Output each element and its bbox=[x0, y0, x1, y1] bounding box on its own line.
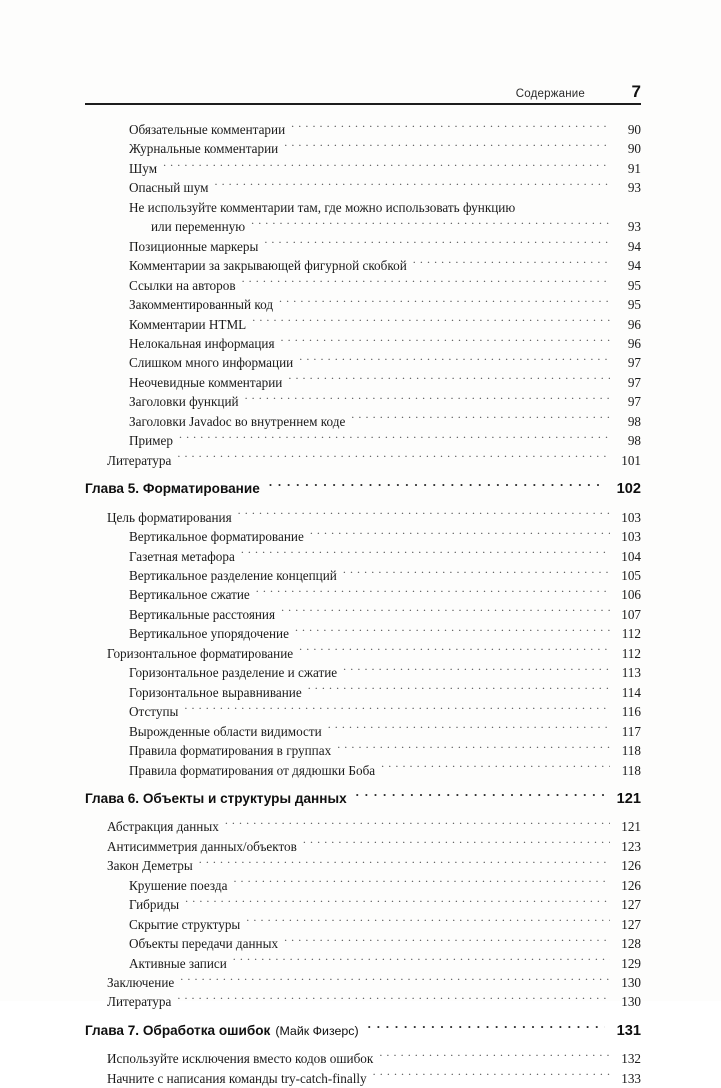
toc-dot-leader bbox=[177, 993, 610, 1006]
toc-entry-row[interactable] bbox=[85, 605, 641, 624]
toc-entry-title: Вертикальное сжатие bbox=[129, 587, 250, 603]
toc-entry-row[interactable] bbox=[85, 837, 641, 856]
toc-entry-page-number: 113 bbox=[621, 665, 641, 681]
toc-entry-title: Крушение поезда bbox=[129, 877, 228, 893]
toc-entry-row[interactable] bbox=[85, 508, 641, 527]
toc-entry-row[interactable] bbox=[85, 547, 641, 566]
toc-entry-page-number: 126 bbox=[621, 858, 641, 874]
toc-entry-row[interactable] bbox=[85, 876, 641, 895]
toc-dot-leader bbox=[303, 838, 610, 851]
toc-entry-row[interactable] bbox=[85, 256, 641, 275]
toc-entry-row[interactable] bbox=[85, 120, 641, 139]
toc-entry-title: Нелокальная информация bbox=[129, 335, 275, 351]
toc-entry-page-number: 130 bbox=[621, 994, 641, 1010]
toc-entry-row[interactable] bbox=[85, 663, 641, 682]
toc-entry-page-number: 90 bbox=[627, 141, 641, 157]
toc-chapter-title: Глава 6. Объекты и структуры данных bbox=[85, 790, 347, 806]
toc-entry-row[interactable] bbox=[85, 139, 641, 158]
toc-dot-leader bbox=[199, 857, 610, 870]
table-of-contents bbox=[85, 120, 641, 1088]
toc-dot-leader bbox=[251, 218, 610, 231]
toc-entry-title: Вертикальное разделение концепций bbox=[129, 567, 337, 583]
toc-entry-row[interactable] bbox=[85, 178, 641, 197]
toc-entry-row[interactable] bbox=[85, 334, 641, 353]
toc-entry-title: Объекты передачи данных bbox=[129, 936, 279, 952]
toc-entry-page-number: 123 bbox=[621, 838, 641, 854]
toc-entry-page-number: 105 bbox=[621, 567, 641, 583]
toc-entry-title: Скрытие структуры bbox=[129, 916, 241, 932]
toc-dot-leader bbox=[368, 1021, 605, 1035]
toc-entry-row[interactable] bbox=[85, 217, 641, 236]
toc-entry-row[interactable] bbox=[85, 702, 641, 721]
toc-entry-row[interactable] bbox=[85, 412, 641, 431]
toc-dot-leader bbox=[180, 974, 610, 987]
header-rule bbox=[85, 103, 641, 105]
toc-entry-row[interactable] bbox=[85, 817, 641, 836]
toc-entry-title: Вырожденные области видимости bbox=[129, 723, 322, 739]
toc-entry-title: Комментарии за закрывающей фигурной скобкой bbox=[129, 258, 407, 274]
toc-dot-leader bbox=[245, 393, 610, 406]
toc-entry-page-number: 118 bbox=[621, 762, 641, 778]
toc-entry-title: Вертикальное форматирование bbox=[129, 529, 304, 545]
toc-entry-page-number: 126 bbox=[621, 877, 641, 893]
toc-entry-row[interactable] bbox=[85, 392, 641, 411]
toc-entry-title: Опасный шум bbox=[129, 180, 209, 196]
toc-dot-leader bbox=[281, 606, 610, 619]
toc-entry-page-number: 133 bbox=[621, 1070, 641, 1086]
toc-entry-page-number: 130 bbox=[621, 975, 641, 991]
toc-dot-leader bbox=[356, 789, 605, 803]
toc-dot-leader bbox=[299, 354, 610, 367]
toc-dot-leader bbox=[413, 257, 610, 270]
toc-entry-title: Гибриды bbox=[129, 897, 180, 913]
toc-entry-title: Используйте исключения вместо кодов ошибок bbox=[107, 1051, 374, 1067]
toc-entry-title: Комментарии HTML bbox=[129, 316, 247, 332]
toc-entry-title: или переменную bbox=[151, 219, 246, 235]
toc-entry-row[interactable] bbox=[85, 683, 641, 702]
toc-entry-title: Пример bbox=[129, 433, 173, 449]
toc-entry-page-number: 112 bbox=[621, 626, 641, 642]
toc-entry-page-number: 116 bbox=[621, 704, 641, 720]
toc-entry-page-number: 94 bbox=[627, 258, 641, 274]
toc-entry-row[interactable] bbox=[85, 895, 641, 914]
toc-entry-title: Вертикальные расстояния bbox=[129, 606, 276, 622]
toc-entry-row[interactable] bbox=[85, 644, 641, 663]
toc-chapter-title: Глава 7. Обработка ошибок bbox=[85, 1022, 271, 1038]
toc-chapter-row[interactable] bbox=[85, 1021, 641, 1041]
toc-entry-title: Обязательные комментарии bbox=[129, 122, 286, 137]
toc-entry-title: Горизонтальное форматирование bbox=[107, 645, 294, 661]
toc-dot-leader bbox=[246, 915, 610, 928]
toc-entry-page-number: 127 bbox=[621, 897, 641, 913]
toc-entry-title: Закон Деметры bbox=[107, 858, 193, 874]
toc-entry-title: Активные записи bbox=[129, 955, 227, 971]
toc-entry-page-number: 103 bbox=[621, 509, 641, 525]
toc-entry-page-number: 104 bbox=[621, 548, 641, 564]
toc-dot-leader bbox=[233, 877, 610, 890]
toc-entry-row[interactable] bbox=[85, 856, 641, 875]
toc-entry-page-number: 103 bbox=[621, 529, 641, 545]
toc-dot-leader bbox=[184, 703, 610, 716]
toc-entry-title: Литература bbox=[107, 452, 172, 468]
toc-dot-leader bbox=[328, 722, 610, 735]
toc-entry-title: Литература bbox=[107, 994, 172, 1010]
running-header bbox=[85, 82, 641, 102]
toc-entry-page-number: 127 bbox=[621, 916, 641, 932]
toc-entry-row[interactable] bbox=[85, 295, 641, 314]
toc-entry-page-number: 93 bbox=[627, 219, 641, 235]
toc-entry-row[interactable] bbox=[85, 198, 641, 217]
toc-entry-page-number: 96 bbox=[627, 316, 641, 332]
toc-entry-title: Отступы bbox=[129, 704, 179, 720]
toc-dot-leader bbox=[373, 1070, 610, 1083]
toc-entry-title: Цель форматирования bbox=[107, 509, 232, 525]
toc-entry-row[interactable] bbox=[85, 741, 641, 760]
toc-chapter-row[interactable] bbox=[85, 789, 641, 809]
toc-dot-leader bbox=[308, 684, 610, 697]
toc-entry-row[interactable] bbox=[85, 431, 641, 450]
toc-entry-title: Антисимметрия данных/объектов bbox=[107, 838, 297, 854]
toc-entry-title: Неочевидные комментарии bbox=[129, 374, 283, 390]
toc-entry-page-number: 95 bbox=[627, 297, 641, 313]
toc-entry-title: Шум bbox=[129, 160, 158, 176]
toc-chapter-page-number: 102 bbox=[616, 481, 641, 498]
toc-dot-leader bbox=[177, 452, 610, 465]
toc-dot-leader bbox=[279, 296, 610, 309]
toc-entry-page-number: 90 bbox=[627, 122, 641, 137]
toc-entry-title: Горизонтальное выравнивание bbox=[129, 684, 302, 700]
toc-dot-leader bbox=[238, 508, 610, 521]
toc-dot-leader bbox=[185, 896, 610, 909]
toc-entry-page-number: 118 bbox=[621, 743, 641, 759]
toc-dot-leader bbox=[337, 742, 610, 755]
toc-entry-row[interactable] bbox=[85, 1049, 641, 1068]
toc-entry-title: Заголовки функций bbox=[129, 394, 239, 410]
toc-entry-page-number: 97 bbox=[627, 394, 641, 410]
toc-chapter-page-number: 131 bbox=[616, 1022, 641, 1039]
toc-entry-row[interactable] bbox=[85, 237, 641, 256]
toc-dot-leader bbox=[288, 374, 610, 387]
toc-entry-page-number: 98 bbox=[627, 413, 641, 429]
toc-entry-page-number: 107 bbox=[621, 606, 641, 622]
toc-entry-page-number: 114 bbox=[621, 684, 641, 700]
toc-dot-leader bbox=[284, 140, 610, 153]
toc-dot-leader bbox=[381, 761, 610, 774]
toc-entry-page-number: 95 bbox=[627, 277, 641, 293]
toc-dot-leader bbox=[163, 160, 610, 173]
toc-dot-leader bbox=[214, 179, 610, 192]
toc-entry-page-number: 112 bbox=[621, 645, 641, 661]
toc-entry-row[interactable] bbox=[85, 722, 641, 741]
page-folio-number: 7 bbox=[631, 82, 641, 101]
toc-entry-row[interactable] bbox=[85, 992, 641, 1011]
toc-entry-row[interactable] bbox=[85, 954, 641, 973]
toc-entry-row[interactable] bbox=[85, 934, 641, 953]
toc-chapter-title: Глава 5. Форматирование bbox=[85, 481, 260, 497]
toc-entry-row[interactable] bbox=[85, 527, 641, 546]
toc-chapter-row[interactable] bbox=[85, 479, 641, 499]
toc-entry-title: Закомментированный код bbox=[129, 297, 274, 313]
toc-dot-leader bbox=[310, 528, 610, 541]
toc-dot-leader bbox=[521, 199, 610, 212]
toc-entry-title: Горизонтальное разделение и сжатие bbox=[129, 665, 338, 681]
toc-entry-title: Ссылки на авторов bbox=[129, 277, 236, 293]
toc-dot-leader bbox=[252, 315, 610, 328]
running-head-title: Содержание bbox=[515, 88, 585, 100]
toc-entry-page-number: 121 bbox=[621, 819, 641, 835]
toc-chapter-page-number: 121 bbox=[616, 790, 641, 807]
toc-entry-title: Вертикальное упорядочение bbox=[129, 626, 289, 642]
toc-entry-title: Заключение bbox=[107, 975, 175, 991]
toc-entry-title: Не используйте комментарии там, где можно использовать функцию bbox=[129, 199, 516, 215]
toc-entry-page-number: 132 bbox=[621, 1051, 641, 1067]
toc-dot-leader bbox=[264, 238, 610, 251]
toc-entry-page-number: 129 bbox=[621, 955, 641, 971]
toc-entry-page-number: 91 bbox=[627, 160, 641, 176]
toc-entry-page-number: 97 bbox=[627, 355, 641, 371]
toc-dot-leader bbox=[343, 567, 610, 580]
toc-dot-leader bbox=[299, 645, 610, 658]
toc-entry-row[interactable] bbox=[85, 585, 641, 604]
toc-dot-leader bbox=[233, 954, 610, 967]
toc-entry-row[interactable] bbox=[85, 973, 641, 992]
toc-dot-leader bbox=[295, 625, 610, 638]
toc-entry-page-number: 128 bbox=[621, 936, 641, 952]
toc-entry-row[interactable] bbox=[85, 761, 641, 780]
toc-entry-row[interactable] bbox=[85, 373, 641, 392]
toc-entry-row[interactable] bbox=[85, 915, 641, 934]
toc-dot-leader bbox=[225, 818, 610, 831]
toc-entry-title: Позиционные маркеры bbox=[129, 238, 259, 254]
toc-entry-row[interactable] bbox=[85, 353, 641, 372]
toc-entry-row[interactable] bbox=[85, 566, 641, 585]
toc-entry-page-number: 101 bbox=[621, 452, 641, 468]
toc-dot-leader bbox=[291, 121, 610, 134]
toc-entry-page-number: 94 bbox=[627, 238, 641, 254]
toc-entry-row[interactable] bbox=[85, 159, 641, 178]
toc-entry-row[interactable] bbox=[85, 451, 641, 470]
toc-entry-title: Правила форматирования в группах bbox=[129, 743, 332, 759]
toc-entry-title: Слишком много информации bbox=[129, 355, 294, 371]
toc-dot-leader bbox=[351, 413, 610, 426]
toc-dot-leader bbox=[281, 335, 610, 348]
toc-dot-leader bbox=[256, 586, 610, 599]
toc-dot-leader bbox=[241, 547, 610, 560]
toc-entry-title: Абстракция данных bbox=[107, 819, 219, 835]
toc-entry-title: Заголовки Javadoc во внутреннем коде bbox=[129, 413, 346, 429]
toc-entry-title: Правила форматирования от дядюшки Боба bbox=[129, 762, 376, 778]
toc-dot-leader bbox=[343, 664, 610, 677]
toc-chapter-author: (Майк Физерс) bbox=[275, 1023, 359, 1038]
toc-dot-leader bbox=[284, 935, 610, 948]
toc-entry-page-number: 106 bbox=[621, 587, 641, 603]
toc-entry-row[interactable] bbox=[85, 315, 641, 334]
toc-entry-page-number: 97 bbox=[627, 374, 641, 390]
toc-entry-row[interactable] bbox=[85, 624, 641, 643]
toc-dot-leader bbox=[242, 276, 610, 289]
toc-entry-title: Журнальные комментарии bbox=[129, 141, 279, 157]
toc-entry-page-number: 117 bbox=[621, 723, 641, 739]
toc-entry-title: Начните с написания команды try-catch-finally bbox=[107, 1070, 367, 1086]
toc-dot-leader bbox=[269, 480, 605, 494]
toc-entry-page-number: 96 bbox=[627, 335, 641, 351]
toc-entry-page-number: 98 bbox=[627, 433, 641, 449]
toc-entry-row[interactable] bbox=[85, 1069, 641, 1088]
toc-entry-title: Газетная метафора bbox=[129, 548, 235, 564]
toc-entry-row[interactable] bbox=[85, 276, 641, 295]
toc-dot-leader bbox=[179, 432, 610, 445]
toc-entry-page-number: 93 bbox=[627, 180, 641, 196]
toc-dot-leader bbox=[379, 1050, 610, 1063]
